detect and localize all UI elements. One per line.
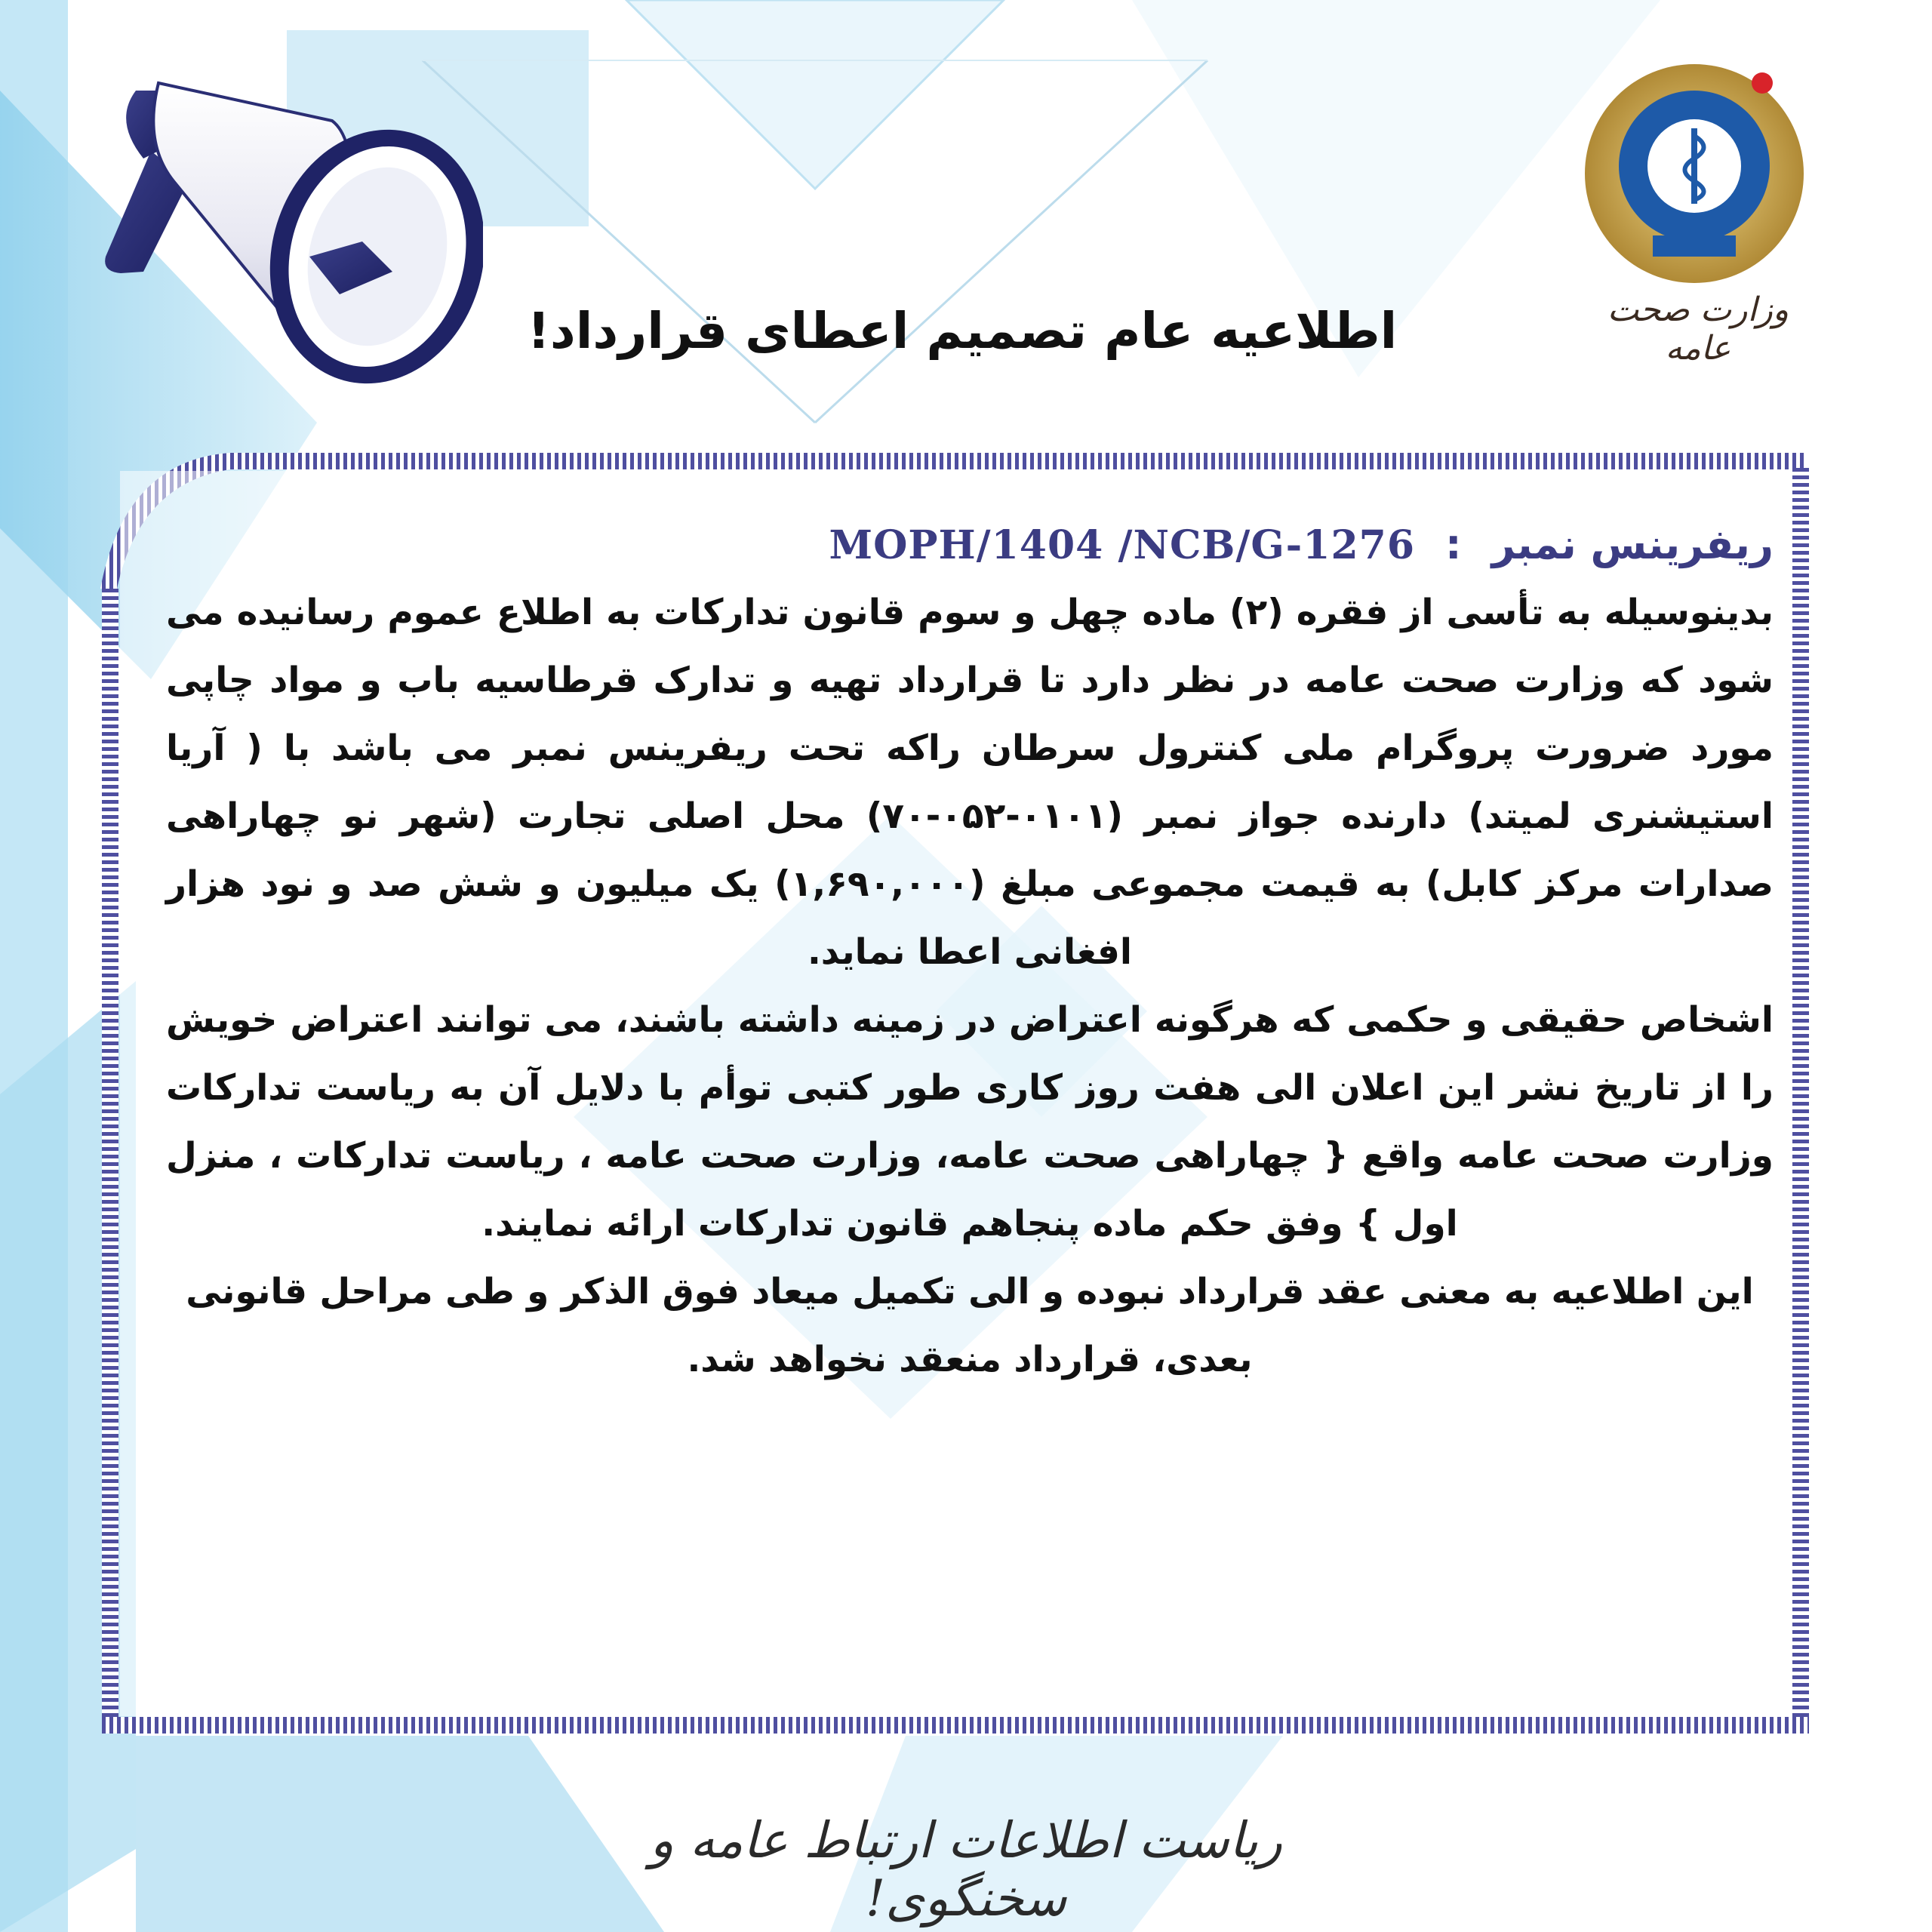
paragraph-disclaimer: این اطلاعیه به معنی عقد قرارداد نبوده و الی تکمیل میعاد فوق الذکر و طی مراحل قانونی بعدی، قرارداد منعقد نخواهد شد. [186, 1271, 1754, 1380]
reference-number: MOPH/1404 /NCB/G-1276 [829, 522, 1415, 568]
footer-calligraphy: ریاست اطلاعات ارتباط عامه و سخنگوی! [650, 1811, 1282, 1927]
ministry-emblem [1581, 60, 1807, 287]
frame-left-border [102, 589, 118, 1721]
megaphone-icon [60, 30, 483, 392]
ministry-calligraphy: وزارت صحت عامه [1607, 291, 1789, 368]
crescent-icon [1752, 72, 1773, 94]
emblem-banner [1653, 235, 1736, 257]
paragraph-award: بدینوسیله به تأسی از فقره (۲) ماده چهل و سوم قانون تدارکات به اطلاع عموم رسانیده می شود که وزارت صحت عامه در نظر دارد تا قرارداد تهیه و تدارک قرطاسیه باب و مواد چاپی مورد ضرورت پروگرام ملی کنترول سرطان راکه تحت ریفرینس نمبر می باشد با ( آریا استیشنری لمیتد) دارنده جواز نمبر (۰۱۰۱-۰۵۲-۷۰) محل اصلی تجارت (شهر نو چهاراهی صدارات مرکز کابل) به قیمت مجموعی مبلغ (۱,۶۹۰,۰۰۰) یک میلیون و شش صد و نود هزار افغانی اعطا نماید. [166, 592, 1774, 973]
top-center-diamond [626, 0, 1004, 189]
reference-colon: : [1445, 521, 1462, 568]
reference-label: ریفرینس نمبر [1491, 521, 1774, 568]
paragraph-objection: اشخاص حقیقی و حکمی که هرگونه اعتراض در زمینه داشته باشند، می توانند اعتراض خویش را از تاریخ نشر این اعلان الی هفت روز کاری طور کتبی توأم با دلایل آن به ریاست تدارکات وزارت صحت عامه واقع { چهاراهی صحت عامه، وزارت صحت عامه ، ریاست تدارکات ، منزل اول } وفق حکم ماده پنجاهم قانون تدارکات ارائه نمایند. [166, 999, 1774, 1244]
bottom-left-shape [136, 1736, 664, 1932]
frame-bottom-border [102, 1717, 1809, 1734]
notice-body [166, 521, 1774, 1394]
page-title: اطلاعیه عام تصمیم اعطای قرارداد! [527, 302, 1398, 360]
frame-right-border [1792, 468, 1809, 1728]
reference-line [166, 521, 1774, 568]
